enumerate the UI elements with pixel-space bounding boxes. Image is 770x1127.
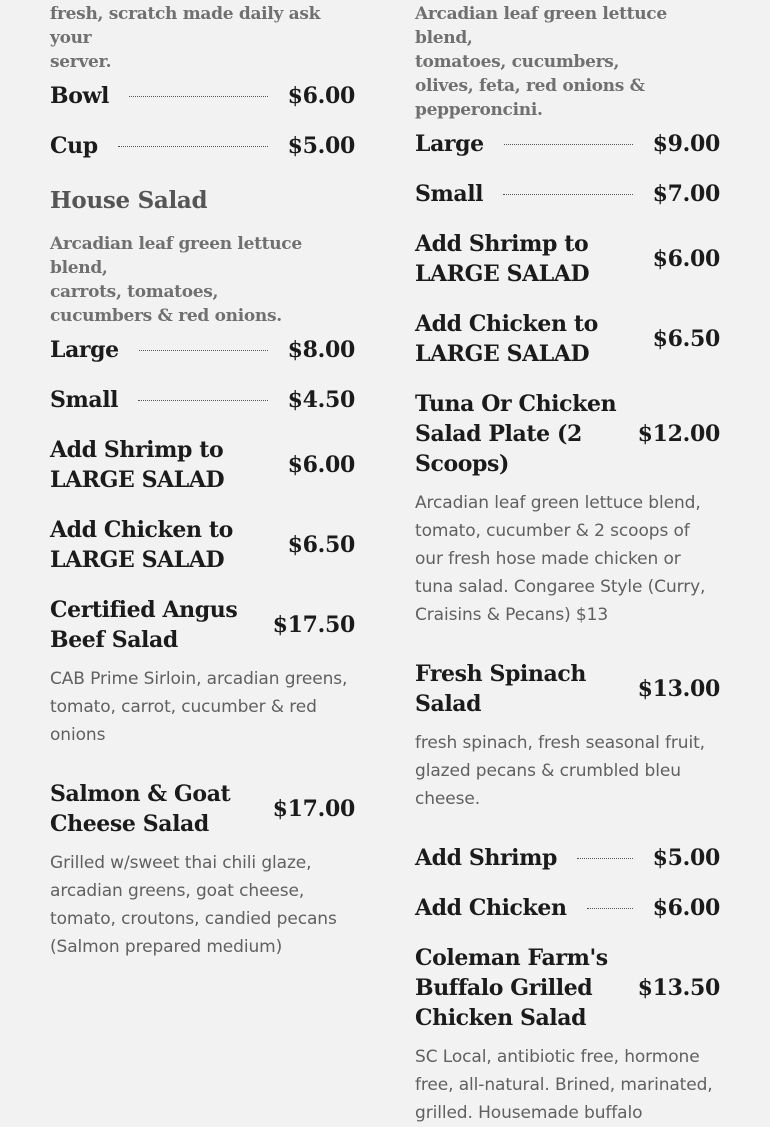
item-price: $13.00 — [637, 676, 720, 702]
salmon-salad-description: Grilled w/sweet thai chili glaze, arcadian greens, goat cheese, tomato, croutons, candied pecans (Salmon prepared medium) — [50, 853, 337, 957]
menu-item-bowl — [50, 81, 355, 111]
item-name: Certified Angus Beef Salad — [50, 597, 238, 653]
item-price: $6.00 — [652, 246, 720, 272]
menu-item-spinach-salad — [415, 659, 720, 719]
item-price: $9.00 — [652, 131, 720, 157]
item-name: Small — [50, 387, 119, 413]
item-price: $4.50 — [287, 387, 355, 413]
leader-dots — [139, 350, 268, 351]
item-price: $17.50 — [272, 612, 355, 638]
menu-item-cup — [50, 131, 355, 161]
item-price: $6.50 — [287, 532, 355, 558]
menu-item-spinach-add-chicken — [415, 893, 720, 923]
menu-item-coleman-buffalo-salad — [415, 943, 720, 1033]
item-price: $12.00 — [637, 421, 720, 447]
item-price: $6.00 — [652, 895, 720, 921]
item-name: Add Shrimp — [415, 845, 557, 871]
menu-item-house-large — [50, 335, 355, 365]
item-name: Add Chicken to LARGE SALAD — [415, 311, 598, 367]
item-name: Fresh Spinach Salad — [415, 661, 586, 717]
item-name: Small — [415, 181, 484, 207]
item-name: Coleman Farm's Buffalo Grilled Chicken Salad — [415, 945, 608, 1031]
section-title-house-salad: House Salad — [50, 187, 208, 214]
leader-dots — [118, 146, 268, 147]
angus-salad-description: CAB Prime Sirloin, arcadian greens, tomato, carrot, cucumber & red onions — [50, 669, 348, 745]
item-name: Add Shrimp to LARGE SALAD — [50, 437, 225, 493]
menu-item-house-add-shrimp — [50, 435, 355, 495]
spinach-salad-description: fresh spinach, fresh seasonal fruit, glazed pecans & crumbled bleu cheese. — [415, 733, 705, 809]
item-name: Add Chicken to LARGE SALAD — [50, 517, 233, 573]
menu-item-small — [415, 179, 720, 209]
item-price: $5.00 — [287, 133, 355, 159]
item-name: Large — [415, 131, 484, 157]
menu-item-house-small — [50, 385, 355, 415]
leader-dots — [129, 96, 268, 97]
item-name: Add Shrimp to LARGE SALAD — [415, 231, 590, 287]
item-name: Tuna Or Chicken Salad Plate (2 Scoops) — [415, 391, 617, 477]
item-name: Add Chicken — [415, 895, 567, 921]
leader-dots — [577, 858, 633, 859]
item-price: $8.00 — [287, 337, 355, 363]
item-price: $5.00 — [652, 845, 720, 871]
leader-dots — [504, 144, 633, 145]
menu-item-tuna-chicken-plate — [415, 389, 720, 479]
house-salad-description: Arcadian leaf green lettuce blend, carrots, tomatoes, cucumbers & red onions. — [50, 234, 302, 326]
coleman-salad-description: SC Local, antibiotic free, hormone free, all-natural. Brined, marinated, grilled. Housemade buffalo — [415, 1047, 713, 1123]
tuna-plate-description: Arcadian leaf green lettuce blend, tomato, cucumber & 2 scoops of our fresh hose made chicken or tuna salad. Congaree Style (Curry, Craisins & Pecans) $13 — [415, 493, 706, 625]
menu-item-angus-salad — [50, 595, 355, 655]
item-name: Cup — [50, 133, 98, 159]
menu-item-add-shrimp-large — [415, 229, 720, 289]
leader-dots — [587, 908, 633, 909]
item-price: $7.00 — [652, 181, 720, 207]
item-price: $13.50 — [637, 975, 720, 1001]
item-name: Bowl — [50, 83, 109, 109]
greek-salad-description: Arcadian leaf green lettuce blend, tomatoes, cucumbers, olives, feta, red onions & pepperoncini. — [415, 4, 667, 120]
item-price: $6.00 — [287, 83, 355, 109]
menu-item-large — [415, 129, 720, 159]
menu-item-house-add-chicken — [50, 515, 355, 575]
menu-item-salmon-salad — [50, 779, 355, 839]
item-name: Large — [50, 337, 119, 363]
leader-dots — [503, 194, 632, 195]
soup-description: fresh, scratch made daily ask your server. — [50, 4, 321, 72]
menu-item-spinach-add-shrimp — [415, 843, 720, 873]
item-price: $17.00 — [272, 796, 355, 822]
item-price: $6.50 — [652, 326, 720, 352]
item-name: Salmon & Goat Cheese Salad — [50, 781, 231, 837]
menu-item-add-chicken-large — [415, 309, 720, 369]
leader-dots — [138, 400, 267, 401]
item-price: $6.00 — [287, 452, 355, 478]
